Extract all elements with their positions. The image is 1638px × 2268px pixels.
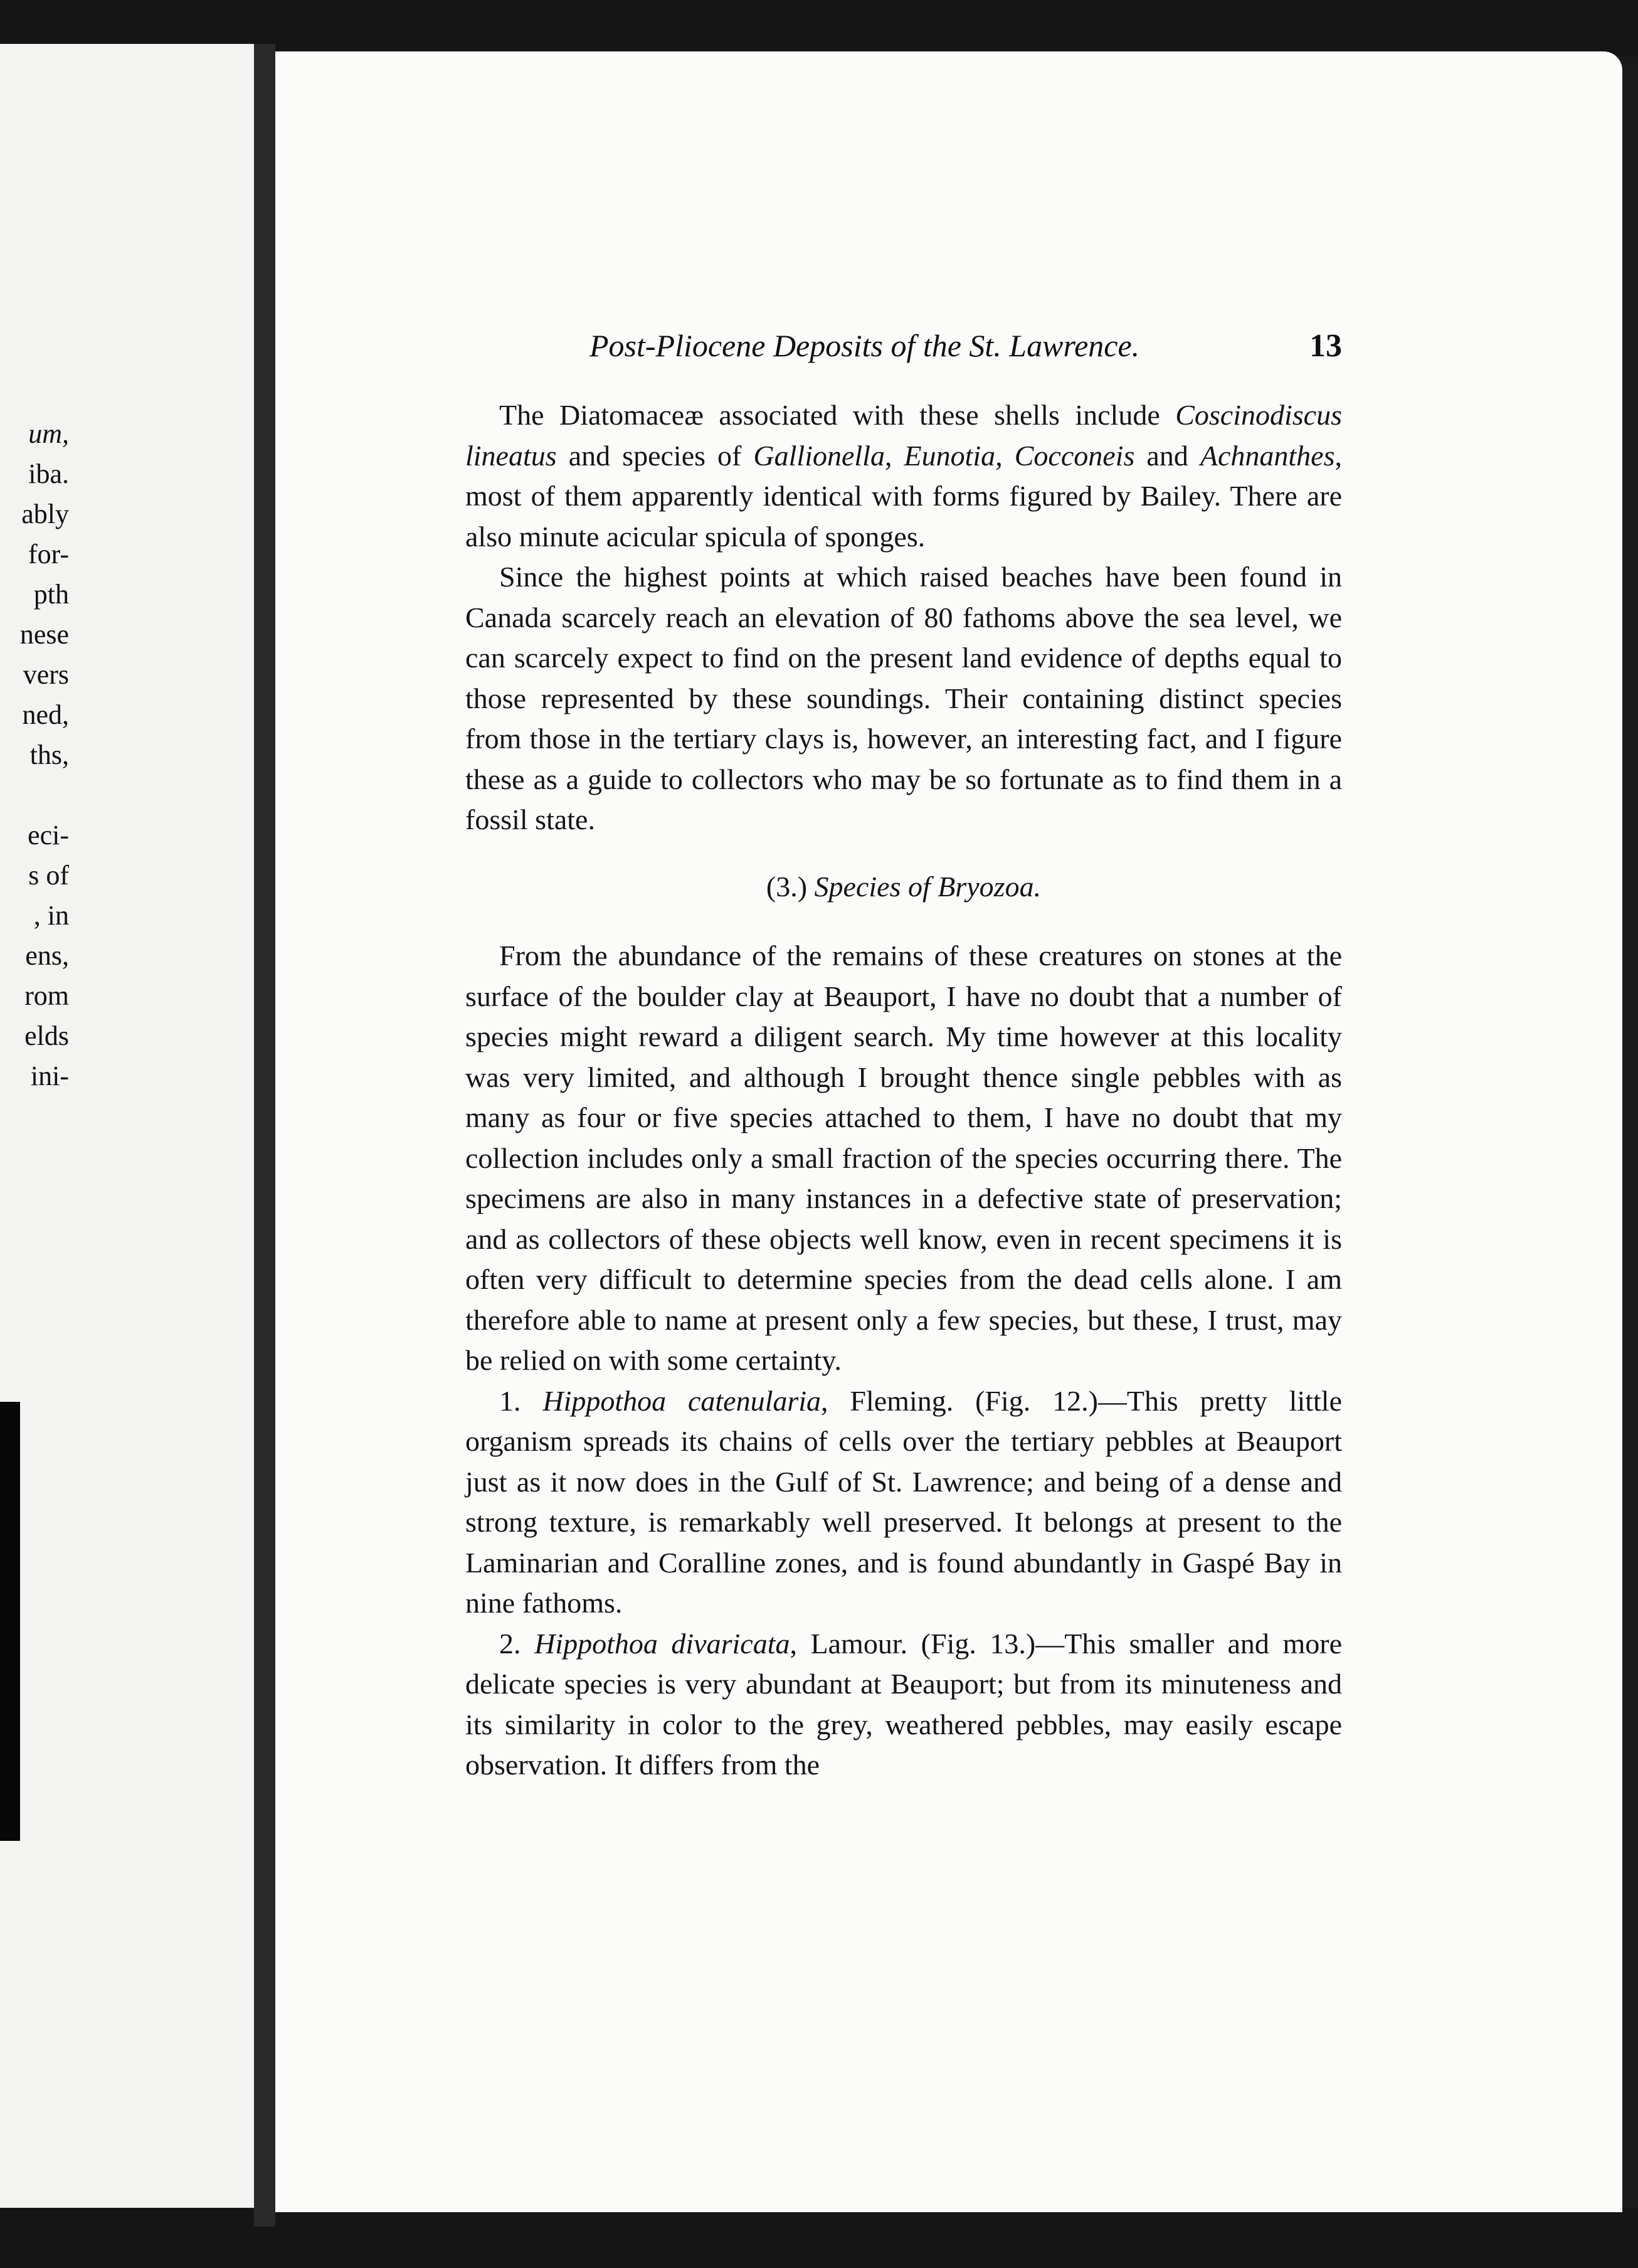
facing-page-fragment xyxy=(0,44,254,2208)
facing-line: nese xyxy=(19,619,69,650)
taxon-name: Cocconeis xyxy=(1014,439,1135,472)
taxon-name: Eunotia xyxy=(904,439,996,472)
facing-line: um, xyxy=(28,418,69,449)
paragraph-species-1 xyxy=(465,1381,1342,1624)
running-title: Post-Pliocene Deposits of the St. Lawrence. xyxy=(589,328,1140,363)
text-run: and species of xyxy=(556,439,754,472)
facing-line: iba. xyxy=(28,458,69,489)
species-description: , Fleming. (Fig. 12.)—This pretty little organism spreads its chains of cells over the tertiary pebbles at Beauport just as it now does in the Gulf of St. Lawrence; and being of a dense and strong texture, is remarkably well preserved. It belongs at present to the Laminarian and Coralline zones, and is found abundantly in Gaspé Bay in nine fathoms. xyxy=(465,1384,1342,1619)
paragraph-species-2 xyxy=(465,1624,1342,1786)
section-title: Species of Bryozoa. xyxy=(814,870,1042,903)
species-name: Hippothoa divaricata xyxy=(534,1627,790,1660)
species-name: Hippothoa catenularia xyxy=(542,1384,822,1417)
facing-line: ably xyxy=(21,499,69,529)
species-number: 2. xyxy=(499,1627,535,1660)
scan-border-bottom xyxy=(0,2208,1638,2268)
paragraph-bryozoa-intro: From the abundance of the remains of these creatures on stones at the surface of the boulder clay at Beauport, I have no doubt that a number of species might reward a diligent search. My time however at this locality was very limited, and although I brought thence single pebbles with as many as four or five species attached to them, I have no doubt that my collection includes only a small fraction of the species occurring there. The specimens are also in many instances in a defective state of preservation; and as collectors of these objects well know, even in recent specimens it is often very difficult to determine species from the dead cells alone. I am therefore able to name at present only a few species, but these, I trust, may be relied on with some certainty. xyxy=(465,940,1342,1376)
facing-line: , in xyxy=(33,900,69,931)
facing-line: ths, xyxy=(29,739,69,770)
taxon-name: Achnanthes xyxy=(1200,439,1335,472)
text-run: and xyxy=(1134,439,1200,472)
taxon-name: Gallionella xyxy=(753,439,885,472)
facing-page-text-edge xyxy=(0,414,69,1096)
section-heading xyxy=(465,867,1342,908)
text-run: , xyxy=(884,439,904,472)
species-number: 1. xyxy=(499,1384,543,1417)
facing-line: elds xyxy=(24,1020,69,1051)
facing-line-gap xyxy=(0,775,69,815)
facing-line: rom xyxy=(24,980,69,1011)
facing-line: s of xyxy=(28,860,69,891)
facing-page-dark-block xyxy=(0,1402,20,1841)
book-gutter xyxy=(254,44,275,2227)
text-run: , most of them apparently identical with forms figured by Bailey. There are also minute acicular spicula of sponges. xyxy=(465,439,1342,553)
running-header xyxy=(589,327,1342,371)
text-run: The Diatomaceæ associated with these shells include xyxy=(499,399,1176,431)
page-number: 13 xyxy=(1309,328,1342,364)
species-description: , Lamour. (Fig. 13.)—This smaller and more delicate species is very abundant at Beauport; but from its minuteness and its similarity in color to the grey, weathered pebbles, may easily escape observation. It differs from the xyxy=(465,1627,1343,1781)
paragraph-diatomaceae xyxy=(465,395,1342,557)
facing-line: eci- xyxy=(28,820,69,850)
text-run: , xyxy=(995,439,1015,472)
body-text xyxy=(465,395,1342,1786)
facing-line: ned, xyxy=(22,699,69,730)
taxon-name: Coscinodiscus lineatus xyxy=(465,399,1342,472)
section-number: (3.) xyxy=(766,870,808,903)
facing-line: ini- xyxy=(30,1061,69,1091)
paragraph-raised-beaches: Since the highest points at which raised beaches have been found in Canada scarcely reach an elevation of 80 fathoms above the sea level, we can scarcely expect to find on the present land evidence of depths equal to those represented by these soundings. Their containing distinct species from those in the tertiary clays is, however, an interesting fact, and I figure these as a guide to collectors who may be so fortunate as to find them in a fossil state. xyxy=(465,561,1342,835)
facing-line: for- xyxy=(28,539,69,570)
facing-line: vers xyxy=(23,659,69,690)
facing-line: ens, xyxy=(25,940,69,971)
facing-line: pth xyxy=(33,579,69,610)
